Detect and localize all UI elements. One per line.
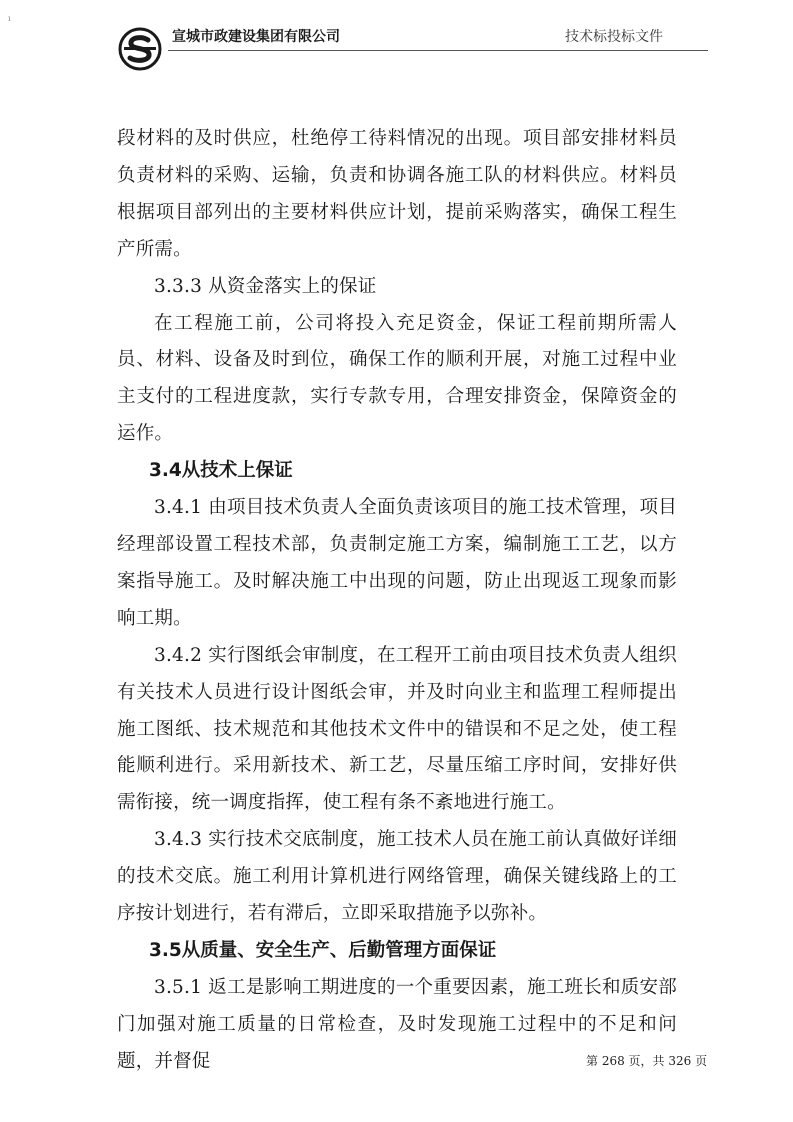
body-paragraph: 在工程施工前，公司将投入充足资金，保证工程前期所需人员、材料、设备及时到位，确保工作的顺利开展，对施工过程中业主支付的工程进度款，实行专款专用，合理安排资金，保障资金的运作。 — [117, 312, 677, 445]
scan-corner-mark: ı — [8, 14, 11, 23]
body-paragraph: 3.3.3 从资金落实上的保证 — [154, 275, 377, 297]
header-divider — [168, 50, 708, 51]
section-heading: 3.5从质量、安全生产、后勤管理方面保证 — [149, 939, 497, 961]
body-paragraph: 3.5.1 返工是影响工期进度的一个重要因素，施工班长和质安部门加强对施工质量的日常检查，及时发现施工过程中的不足和问题，并督促 — [117, 976, 677, 1072]
body-paragraph: 3.4.2 实行图纸会审制度，在工程开工前由项目技术负责人组织有关技术人员进行设计图纸会审，并及时向业主和监理工程师提出施工图纸、技术规范和其他技术文件中的错误和不足之处，使工程能顺利进行。采用新技术、新工艺，尽量压缩工序时间，安排好供需衔接，统一调度指挥，使工程有条不紊地进行施工。 — [117, 644, 677, 814]
page-number: 第 268 页，共 326 页 — [586, 1054, 708, 1068]
document-body — [117, 121, 677, 1081]
company-logo-icon — [118, 27, 162, 71]
company-name: 宣城市政建设集团有限公司 — [172, 29, 340, 45]
document-type: 技术标投标文件 — [565, 29, 663, 45]
page-header — [0, 0, 793, 80]
section-heading: 3.4从技术上保证 — [149, 460, 293, 482]
body-paragraph: 段材料的及时供应，杜绝停工待料情况的出现。项目部安排材料员负责材料的采购、运输，负责和协调各施工队的材料供应。材料员根据项目部列出的主要材料供应计划，提前采购落实，确保工程生产所需。 — [117, 128, 677, 260]
body-paragraph: 3.4.1 由项目技术负责人全面负责该项目的施工技术管理，项目经理部设置工程技术部，负责制定施工方案，编制施工工艺，以方案指导施工。及时解决施工中出现的问题，防止出现返工现象而影响工期。 — [117, 497, 677, 629]
body-paragraph: 3.4.3 实行技术交底制度，施工技术人员在施工前认真做好详细的技术交底。施工利用计算机进行网络管理，确保关键线路上的工序按计划进行，若有滞后，立即采取措施予以弥补。 — [117, 829, 677, 925]
